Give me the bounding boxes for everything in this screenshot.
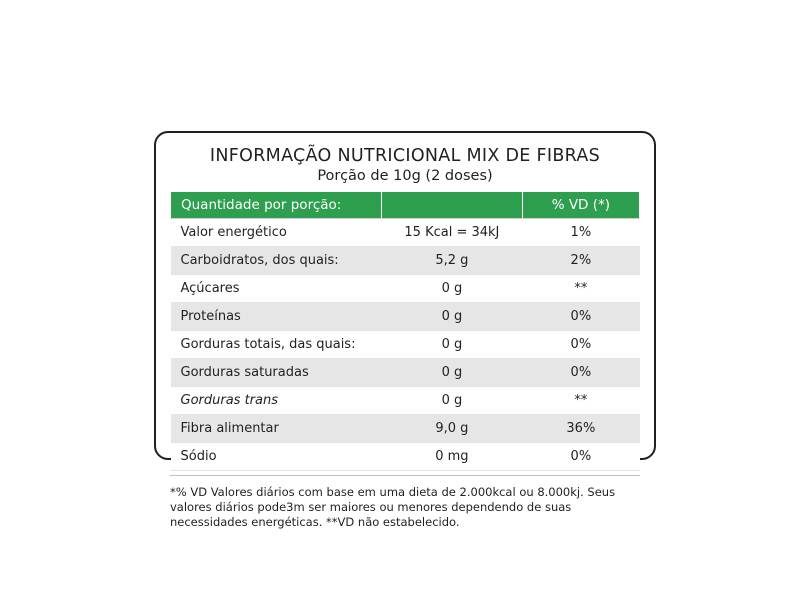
row-label: Carboidratos, dos quais: <box>171 247 382 275</box>
table-row <box>171 247 640 275</box>
row-value: 5,2 g <box>382 247 523 275</box>
row-dv: 0% <box>522 331 639 359</box>
row-label: Gorduras totais, das quais: <box>171 331 382 359</box>
row-label: Açúcares <box>171 275 382 303</box>
row-value: 0 mg <box>382 443 523 471</box>
table-row <box>171 387 640 415</box>
row-dv: 36% <box>522 415 639 443</box>
footnote-divider <box>170 475 640 476</box>
row-label: Gorduras trans <box>171 387 382 415</box>
panel-title: INFORMAÇÃO NUTRICIONAL MIX DE FIBRAS <box>209 146 601 166</box>
nutrition-table <box>170 191 640 471</box>
row-value: 9,0 g <box>382 415 523 443</box>
table-row <box>171 331 640 359</box>
table-row <box>171 219 640 247</box>
row-label: Valor energético <box>171 219 382 247</box>
table-row <box>171 443 640 471</box>
column-header-dv: % VD (*) <box>522 192 639 219</box>
table-row <box>171 275 640 303</box>
row-dv: 0% <box>522 359 639 387</box>
row-value: 15 Kcal = 34kJ <box>382 219 523 247</box>
row-dv: 2% <box>522 247 639 275</box>
table-body <box>171 219 640 471</box>
row-value: 0 g <box>382 275 523 303</box>
row-dv: ** <box>522 387 639 415</box>
row-label: Gorduras saturadas <box>171 359 382 387</box>
table-header-row <box>171 192 640 219</box>
row-label: Proteínas <box>171 303 382 331</box>
table-head <box>171 192 640 219</box>
row-dv: 1% <box>522 219 639 247</box>
nutrition-facts-panel <box>154 131 656 530</box>
row-dv: 0% <box>522 443 639 471</box>
row-dv: ** <box>522 275 639 303</box>
row-value: 0 g <box>382 303 523 331</box>
row-label: Sódio <box>171 443 382 471</box>
column-header-amount: Quantidade por porção: <box>171 192 382 219</box>
table-row <box>171 303 640 331</box>
daily-value-footnote: *% VD Valores diários com base em uma dieta de 2.000kcal ou 8.000kj. Seus valores diários pode3m ser maiores ou menores dependendo de suas necessidades energéticas. **VD não estabelecido. <box>170 485 616 530</box>
row-value: 0 g <box>382 331 523 359</box>
row-dv: 0% <box>522 303 639 331</box>
row-value: 0 g <box>382 359 523 387</box>
panel-subtitle: Porção de 10g (2 doses) <box>317 168 493 184</box>
table-row <box>171 415 640 443</box>
row-value: 0 g <box>382 387 523 415</box>
row-label: Fibra alimentar <box>171 415 382 443</box>
table-row <box>171 359 640 387</box>
column-header-value <box>382 192 523 219</box>
